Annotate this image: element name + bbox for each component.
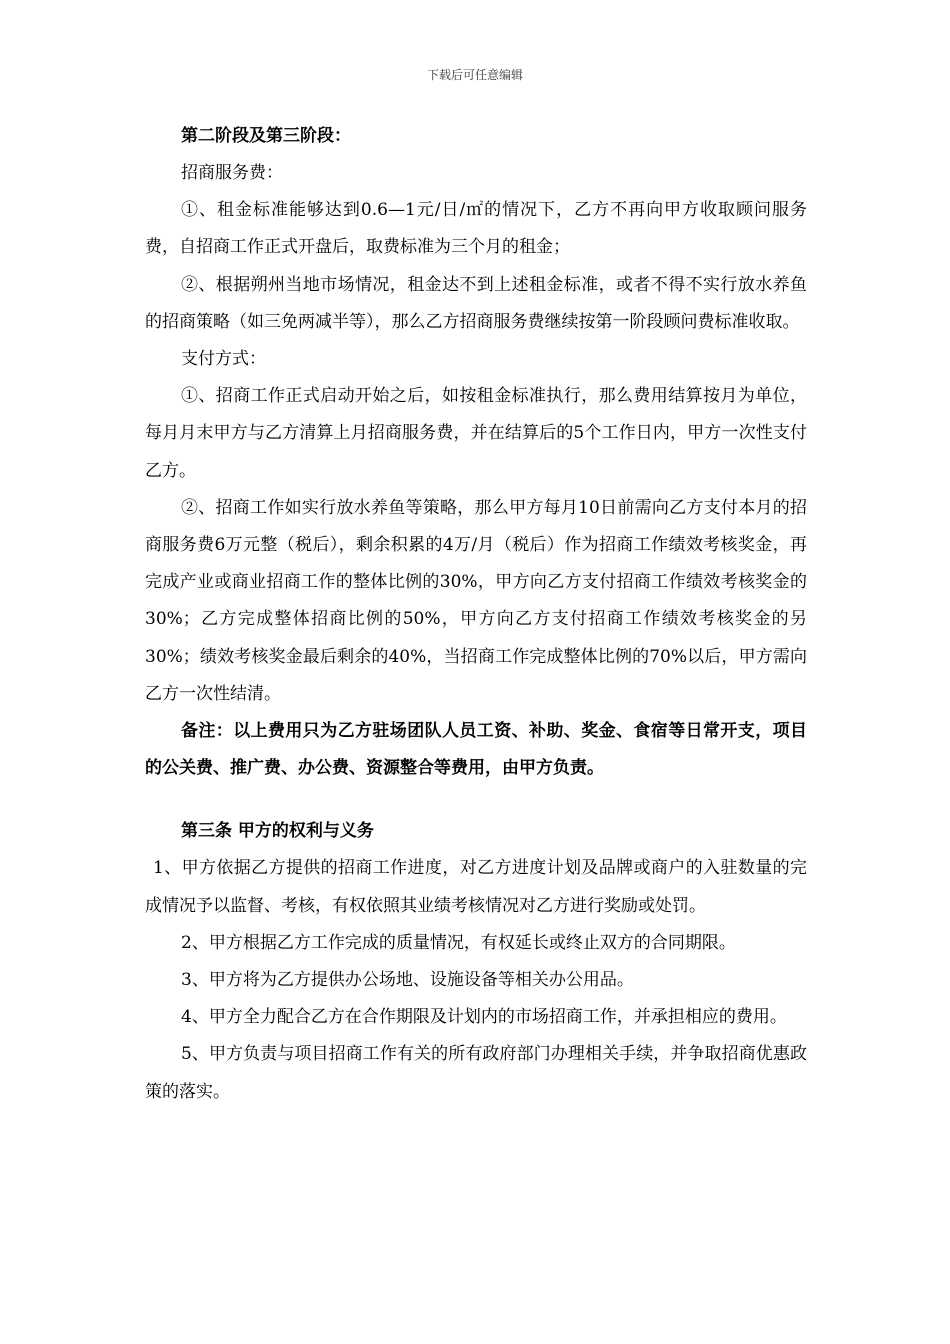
right-item-4: 4、甲方全力配合乙方在合作期限及计划内的市场招商工作，并承担相应的费用。 (181, 1007, 787, 1028)
note-paragraph: 备注：以上费用只为乙方驻场团队人员工资、补助、奖金、食宿等日常开支，项目的公关费、推广费、办公费、资源整合等费用，由甲方负责。 (145, 721, 807, 779)
pay-item-1: ①、招商工作正式启动开始之后，如按租金标准执行，那么费用结算按月为单位，每月月末甲方与乙方清算上月招商服务费，并在结算后的5个工作日内，甲方一次性支付乙方。 (145, 386, 807, 481)
fee-item-1: ①、租金标准能够达到0.6—1元/日/㎡的情况下，乙方不再向甲方收取顾问服务费，自招商工作正式开盘后，取费标准为三个月的租金； (145, 200, 807, 258)
payment-label: 支付方式： (181, 349, 266, 370)
fee-item-2: ②、根据朔州当地市场情况，租金达不到上述租金标准，或者不得不实行放水养鱼的招商策略（如三免两减半等），那么乙方招商服务费继续按第一阶段顾问费标准收取。 (145, 274, 807, 332)
right-item-2: 2、甲方根据乙方工作完成的质量情况，有权延长或终止双方的合同期限。 (181, 932, 736, 953)
right-item-5: 5、甲方负责与项目招商工作有关的所有政府部门办理相关手续，并争取招商优惠政策的落实。 (145, 1044, 807, 1102)
right-item-3: 3、甲方将为乙方提供办公场地、设施设备等相关办公用品。 (181, 970, 634, 991)
pay-item-2: ②、招商工作如实行放水养鱼等策略，那么甲方每月10日前需向乙方支付本月的招商服务费6万元整（税后），剩余积累的4万/月（税后）作为招商工作绩效考核奖金，再完成产业或商业招商工作的整体比例的30%，甲方向乙方支付招商工作绩效考核奖金的30%；乙方完成整体招商比例的50%，甲方向乙方支付招商工作绩效考核奖金的另30%；绩效考核奖金最后剩余的40%，当招商工作完成整体比例的70%以后，甲方需向乙方一次性结清。 (145, 497, 807, 704)
document-body (145, 118, 807, 1111)
page-header: 下载后可任意编辑 (426, 68, 523, 82)
service-fee-label: 招商服务费： (181, 163, 283, 183)
stage-title: 第二阶段及第三阶段： (181, 126, 351, 146)
article3-title: 第三条 甲方的权利与义务 (181, 821, 374, 842)
spacer (145, 787, 807, 813)
right-item-1: 1、甲方依据乙方提供的招商工作进度，对乙方进度计划及品牌或商户的入驻数量的完成情况予以监督、考核，有权依照其业绩考核情况对乙方进行奖励或处罚。 (145, 858, 807, 916)
